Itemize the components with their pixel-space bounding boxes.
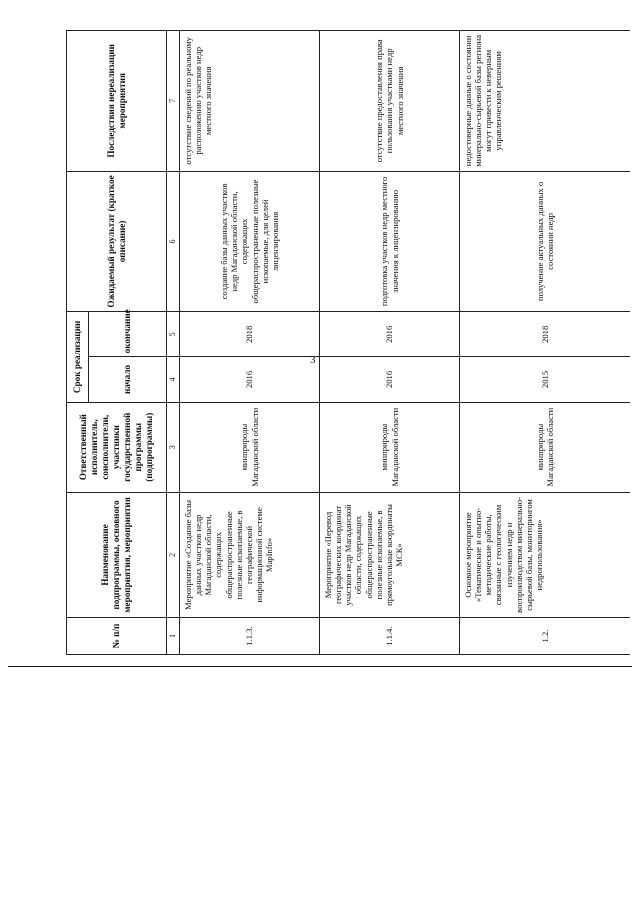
table-row [180,31,320,655]
rotated-table-container [66,30,630,655]
column-number: 1 [167,618,180,655]
horizontal-rule [8,666,632,667]
row-start: 2016 [320,357,460,402]
row-result: получение актуальных данных о состоянии недр [460,171,631,312]
header-executor: Ответственный исполнитель, соисполнители, участники государственной программы (подпрограммы) [67,402,167,492]
table-sheet [66,30,630,655]
header-row [67,31,89,655]
program-table [66,30,630,655]
row-executor: минприроды Магаданской области [180,402,320,492]
row-number: 1.1.4. [320,618,460,655]
header-end: окончание [89,312,167,357]
column-number: 3 [167,402,180,492]
column-number: 7 [167,31,180,172]
row-executor: минприроды Магаданской области [320,402,460,492]
row-number: 1.2. [460,618,631,655]
row-consequence: отсутствие сведений по реальному расположению участков недр местного значения [180,31,320,172]
row-name: Основное мероприятие «Тематические и опытно-методические работы, связанные с геологическим изучением недр и воспроизводством минерально-сырьевой базы, мониторингом недропользования» [460,492,631,617]
column-number: 2 [167,492,180,617]
header-consequence: Последствия нереализации мероприятия [67,31,167,172]
row-start: 2015 [460,357,631,402]
row-end: 2018 [460,312,631,357]
column-number: 5 [167,312,180,357]
row-end: 2016 [320,312,460,357]
column-number-row [167,31,180,655]
row-name: Мероприятие «Создание базы данных участков недр Магаданской области, содержащих общераспространенные полезные ископаемые, в географической информационной системе MapInfo» [180,492,320,617]
header-result: Ожидаемый результат (краткое описание) [67,171,167,312]
page-number: 3 [310,354,316,366]
header-term: Срок реализации [67,312,89,402]
row-result: создание базы данных участков недр Магаданской области, содержащих общераспространенные полезные ископаемые, для целей лицензирования [180,171,320,312]
table-row [460,31,631,655]
row-number: 1.1.3. [180,618,320,655]
row-executor: минприроды Магаданской области [460,402,631,492]
row-start: 2016 [180,357,320,402]
column-number: 4 [167,357,180,402]
row-end: 2018 [180,312,320,357]
row-name: Мероприятие «Перевод географических координат участков недр Магаданской области, содержащих общераспространенные полезные ископаемые, в прямоугольные координаты МСК» [320,492,460,617]
column-number: 6 [167,171,180,312]
row-result: подготовка участков недр местного значения к лицензированию [320,171,460,312]
row-consequence: отсутствие предоставления права пользования участками недр местного значения [320,31,460,172]
row-consequence: недостоверные данные о состоянии минерально-сырьевой базы региона могут привести к неверным управленческим решениям [460,31,631,172]
table-row [320,31,460,655]
header-number: № п/п [67,618,167,655]
header-name: Наименование подпрограммы, основного мероприятия, мероприятия [67,492,167,617]
header-start: начало [89,357,167,402]
